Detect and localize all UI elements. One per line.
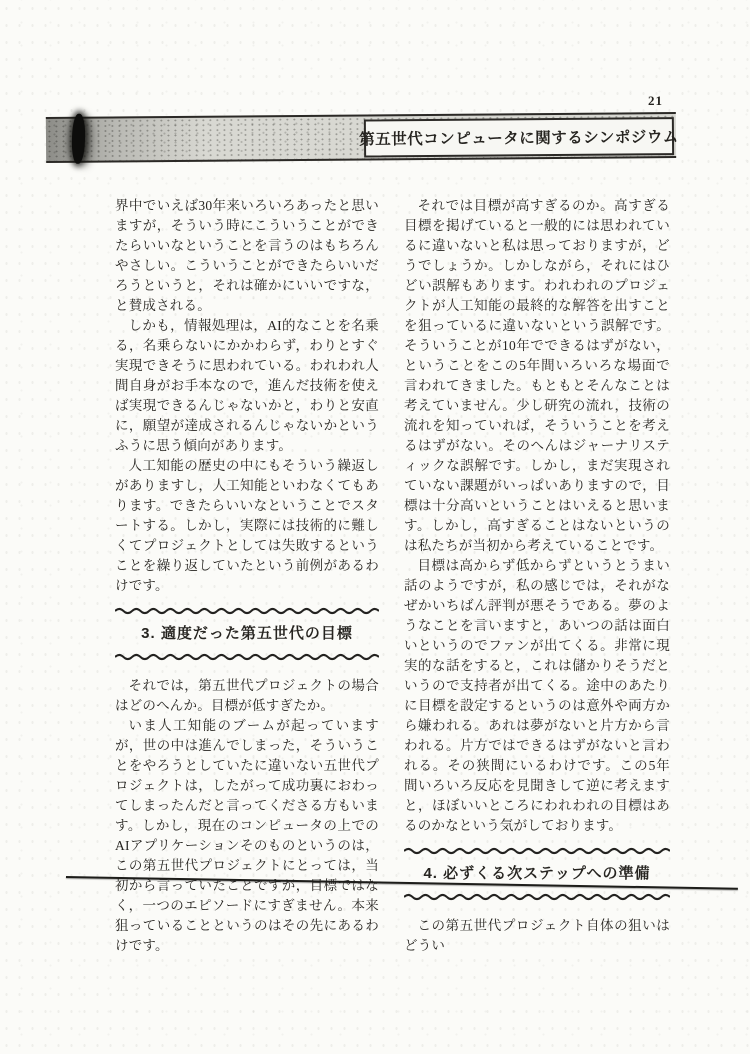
binding-shadow-mark [71,114,85,164]
header-title-box [359,117,679,157]
header-title: 第五世代コンピュータに関するシンポジウム [359,129,679,149]
body-paragraph: それでは目標が高すぎるのか。高すぎる目標を掲げていると一般的には思われているに違いないと私は思っておりますが，どうでしょうか。しかしながら，それにはひどい誤解もあります。われわれのプロジェクトが人工知能の最終的な解答を出すことを狙っているに違いないという誤解です。そういうことが10年でできるはずがない，ということをこの5年間いろいろな場面で言われてきました。もともとそんなことは考えていません。少し研究の流れ，技術の流れを知っていれば，そういうことを考えるはずがない。そのへんはジャーナリスティックな誤解です。しかし，まだ実現されていない課題がいっぱいありますので，目標は十分高いということはいえると思います。しかし，高すぎることはないというのは私たちが当初から考えていることです。 [404,198,670,553]
body-paragraph: この第五世代プロジェクト自体の狙いはどうい [404,918,670,953]
page-number: 21 [648,93,663,108]
header-band [46,112,679,163]
left-column [115,196,379,956]
wavy-divider [404,892,670,902]
wavy-divider [115,606,379,616]
body-paragraph: いま人工知能のブームが起っていますが，世の中は進んでしまった，そういうことをやろうとしていたに違いない五世代プロジェクトは，したがって成功裏におわってしまったんだと言ってくださる方もいます。しかし，現在のコンピュータの上でのAIアプリケーションそのものというのは，この第五世代プロジェクトにとっては，当初から言っていたことですが，目標ではなく，一つのエピソードにすぎません。本来狙っていることというのはその先にあるわけです。 [115,718,379,953]
body-paragraph: しかも，情報処理は，AI的なことを名乗る，名乗らないにかかわらず，わりとすぐ実現できそうに思われている。われわれ人間自身がお手本なので，進んだ技術を使えば実現できるんじゃないかと，わりと安直に，願望が達成されるんじゃないかというふうに思う傾向があります。 [115,318,379,453]
section-4-heading: 4. 必ずくる次ステップへの準備 [423,865,651,882]
body-paragraph: それでは，第五世代プロジェクトの場合はどのへんか。目標が低すぎたか。 [115,678,379,713]
section-3-heading: 3. 適度だった第五世代の目標 [141,625,353,642]
body-paragraph: 界中でいえば30年来いろいろあったと思いますが，そういう時にこういうことができたらいいなということを言うのはもちろんやさしい。こういうことができたらいいだろうというと，それは確かにいいですな，と賛成される。 [115,198,379,313]
body-paragraph: 人工知能の歴史の中にもそういう繰返しがありますし，人工知能といわなくてもあります。できたらいいなということでスタートする。しかし，実際には技術的に難しくてプロジェクトとしては失敗するということを繰り返していたという前例があるわけです。 [115,458,379,593]
right-column [404,196,670,956]
wavy-divider [404,846,670,856]
body-paragraph: 目標は高からず低からずというとうまい話のようですが，私の感じでは，それがなぜかいちばん評判が悪そうである。夢のようなことを言いますと，あいつの話は面白いというのでファンが出てくる。非常に現実的な話をすると，これは儲かりそうだというので支持者が出てくる。途中のあたりに目標を設定するというのは意外や両方から嫌われる。あれは夢がないと片方から言われる。片方ではできるはずがないと言われる。その狭間にいるわけです。この5年間いろいろ反応を見聞きして逆に考えますと，ほぼいいところにわれわれの目標はあるのかなという気がしております。 [404,558,670,833]
wavy-divider [115,652,379,662]
